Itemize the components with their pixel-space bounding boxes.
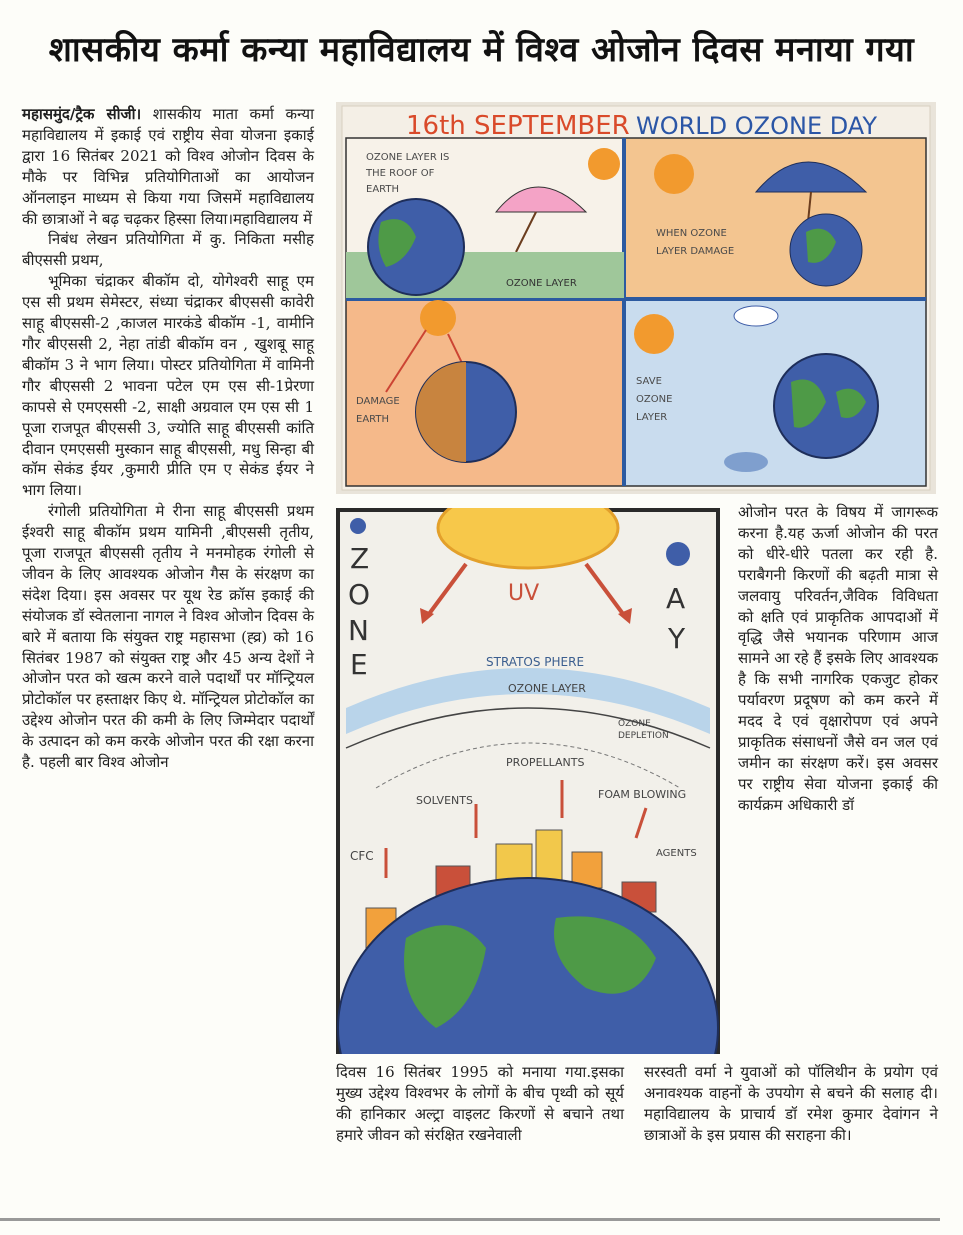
depletion-label-1: OZONE: [618, 719, 651, 729]
bottom-divider: [0, 1218, 940, 1221]
poster-drawing: [336, 508, 720, 1054]
agents-label: AGENTS: [656, 848, 697, 859]
propellants-label: PROPELLANTS: [506, 756, 585, 769]
depletion-label-2: DEPLETION: [618, 731, 669, 741]
day-letter-2: Y: [668, 622, 686, 655]
paragraph-rangoli: रंगोली प्रतियोगिता मे रीना साहू बीएससी प्रथम ईश्वरी साहू बीकॉम प्रथम यामिनी ,बीएससी तृतीय, पूजा राजपूत बीएससी तृतीय ने मनमोहक रंगोली से जीवन के लिए आवश्यक ओजोन गैस के संरक्षण का संदेश दिया। इस अवसर पर यूथ रेड क्रॉस इकाई की संयोजक डॉ स्वेतलाना नागल ने विश्व ओजोन दिवस के बारे में बताया कि संयुक्त राष्ट्र महासभा (ह्व्र) को 16 सितंबर 1987 को संयुक्त राष्ट्र और 45 अन्य देशों ने ओजोन परत को खत्म करने वाले पदार्थों पर मॉन्ट्रियल प्रोटोकॉल पर हस्ताक्षर किए थे. मॉन्ट्रियल प्रोटोकॉल का उद्देश्य ओजोन परत की कमी के लिए जिम्मेदार पदार्थों के उत्पादन को कम करके ओजोन परत की रक्षा करना है. पहली बार विश्व ओजोन: [22, 502, 314, 772]
day-letter-1: A: [666, 582, 686, 615]
headline: शासकीय कर्मा कन्या महाविद्यालय में विश्व ओजोन दिवस मनाया गया: [48, 30, 915, 70]
solvents-label: SOLVENTS: [416, 794, 473, 807]
cloud-icon: [734, 306, 778, 326]
q4-line-3: LAYER: [636, 412, 668, 423]
q1-line-1: OZONE LAYER IS: [366, 152, 450, 163]
lead-text: शासकीय माता कर्मा कन्या महाविद्यालय में इकाई एवं राष्ट्रीय सेवा योजना इकाई द्वारा 16 सितंबर 2021 को विश्व ओजोन दिवस के मौके पर विभिन्न प्रतियोगिताओं का आयोजन ऑनलाइन माध्यम से किया गया जिसमें महाविद्यालय की छात्राओं ने बढ़ चढ़कर हिस्सा लिया।महाविद्यालय में: [22, 105, 314, 228]
article-column-right: [738, 502, 938, 816]
paragraph-middle-bottom: दिवस 16 सितंबर 1995 को मनाया गया.इसका मुख्य उद्देश्य विश्वभर के लोगों के बीच पृथ्वी को सूर्य की हानिकार अल्ट्रा वाइलट किरणों से बचाने तथा हमारे जीवन को संरक्षित रखनेवाली: [336, 1063, 624, 1144]
paragraph-right: ओजोन परत के विषय में जागरूक करना है.यह ऊर्जा ओजोन की परत को धीरे-धीरे पतला कर रही है. पराबैगनी किरणों की बढ़ती मात्रा से जलवायु परिवर्तन,जैविक विविधता को क्षति एवं प्राकृतिक आपदाओं में वृद्धि जैसे भयानक परिणाम आज सामने आ रहे हैं इसके लिए आवश्यक है कि सभी नागरिक एकजुट होकर पर्यावरण प्रदूषण को कम करने में मदद दे एवं वृक्षारोपण एवं अपने प्राकृतिक संसाधनों जैसे वन जल एवं जमीन का संरक्षण करें। इस अवसर पर राष्ट्रीय सेवा योजना इकाई की कार्यक्रम अधिकारी डॉ: [738, 503, 938, 814]
article-column-middle-bottom: [336, 1062, 624, 1146]
q1-line-3: EARTH: [366, 184, 400, 195]
zone-letter-3: N: [348, 614, 369, 647]
sun-icon: [588, 148, 620, 180]
poster-title-date: 16th SEPTEMBER: [406, 111, 630, 141]
ozone-layer-label: OZONE LAYER: [508, 682, 586, 695]
q4-line-2: OZONE: [636, 394, 673, 405]
poster-drawing: [336, 102, 936, 494]
article-column-right-bottom: [644, 1062, 938, 1146]
q3-line-1: DAMAGE: [356, 396, 400, 407]
poster-title-event: WORLD OZONE DAY: [636, 112, 878, 140]
cloud-icon: [724, 452, 768, 472]
zone-letter-1: Z: [350, 542, 370, 575]
paragraph-right-bottom: सरस्वती वर्मा ने युवाओं को पॉलिथीन के प्रयोग एवं अनावश्यक वाहनों के उपयोग से बचने की सलाह दी। महाविद्यालय के प्राचार्य डॉ रमेश कुमार देवांगन ने छात्राओं के इस प्रयास की सराहना की।: [644, 1063, 938, 1144]
q1-label: OZONE LAYER: [506, 278, 577, 289]
poster-photo-world-ozone-day: [336, 102, 936, 494]
q2-line-2: LAYER DAMAGE: [656, 246, 735, 257]
paragraph-essay: निबंध लेखन प्रतियोगिता में कु. निकिता मसीह बीएससी प्रथम,: [22, 230, 314, 270]
poster-photo-ozone-day: [336, 508, 720, 1054]
q3-line-2: EARTH: [356, 414, 390, 425]
article-lead: [22, 104, 314, 229]
cfc-label: CFC: [350, 849, 374, 863]
sun-icon: [654, 154, 694, 194]
stratosphere-label: STRATOS PHERE: [486, 655, 585, 669]
foam-label: FOAM BLOWING: [598, 788, 687, 801]
article-column-left: [22, 104, 314, 773]
paragraph-participants: भूमिका चंद्राकर बीकॉम दो, योगेश्वरी साहू एम एस सी प्रथम सेमेस्टर, संध्या चंद्राकर बीएससी कावेरी साहू बीएससी-2 ,काजल मारकंडे बीकॉम -1, वामीनि गौर बीएससी 2, नेहा तांडी बीकॉम वन , खुशबू साहू बीकॉम 3 ने भाग लिया। पोस्टर प्रतियोगिता में वामिनी गौर बीएससी 2 भावना पटेल एम एस सी-1प्रेरणा कापसे से एमएससी -2, साक्षी अग्रवाल एम एस सी 1 पूजा राजपूत बीएससी 3, ज्योति साहू बीएससी कांति दीवान एमएससी मुस्कान साहू बीएससी, मधु सिन्हा बी कॉम सेकंड ईयर ,कुमारी प्रीति एम ए सेकंड ईयर ने भाग लिया।: [22, 272, 315, 500]
zone-letter-4: E: [350, 648, 368, 681]
q2-line-1: WHEN OZONE: [656, 228, 727, 239]
q4-line-1: SAVE: [636, 376, 662, 387]
q1-line-2: THE ROOF OF: [366, 168, 435, 179]
sun-icon: [634, 314, 674, 354]
uv-label: UV: [508, 581, 540, 606]
dateline: महासमुंद/ट्रैक सीजी।: [22, 105, 142, 123]
zone-letter-2: O: [348, 578, 371, 611]
